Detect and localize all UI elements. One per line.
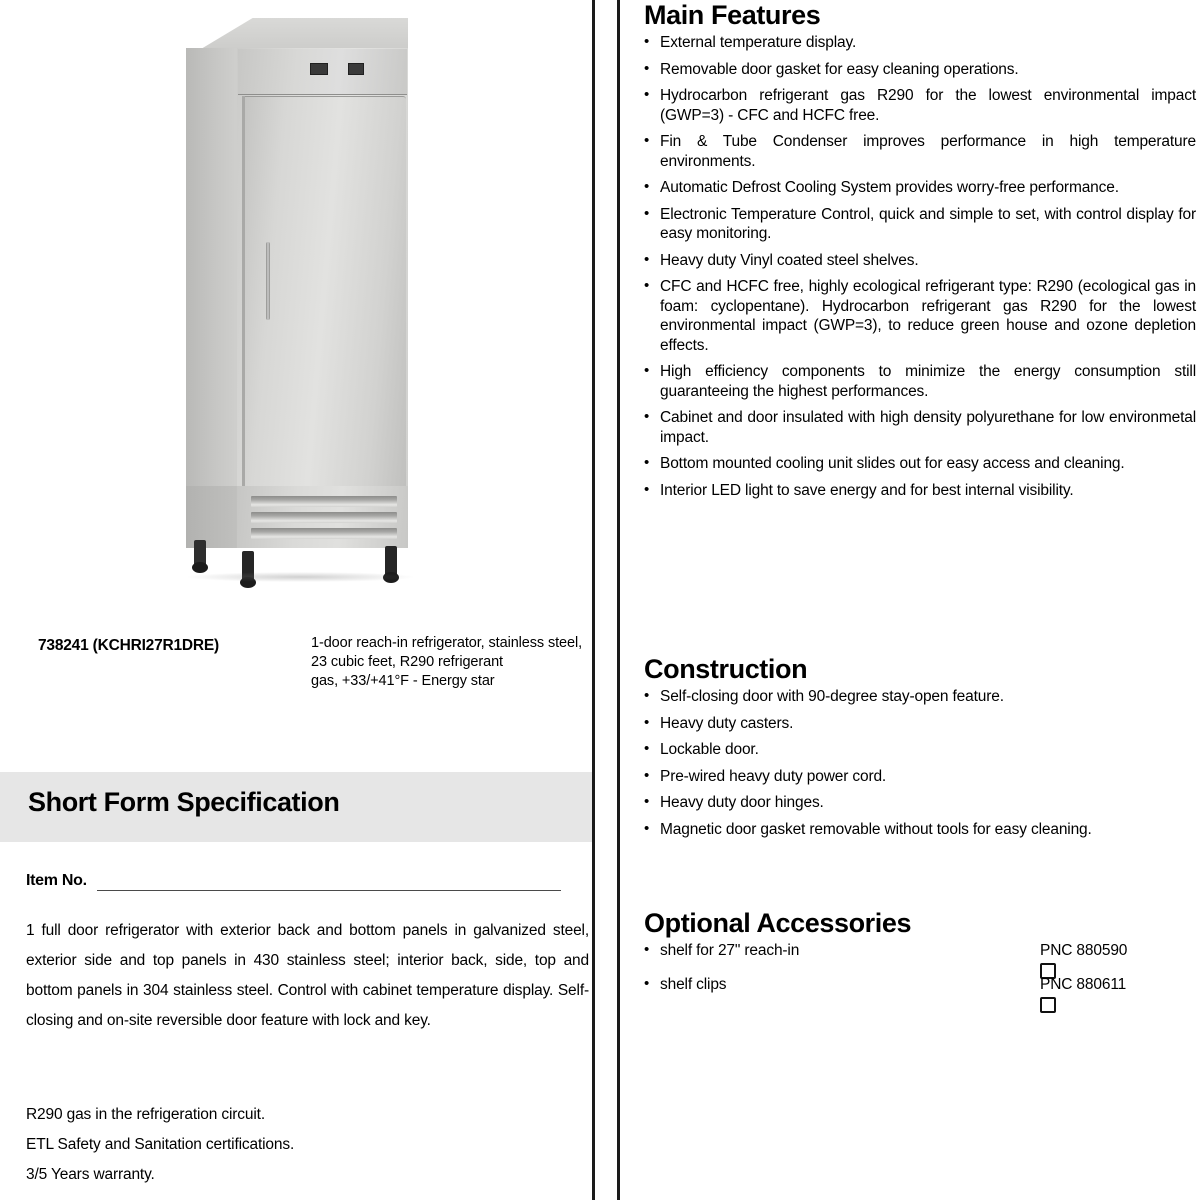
list-item: • Removable door gasket for easy cleaning operations. bbox=[620, 60, 1200, 80]
optional-accessories-title: Optional Accessories bbox=[644, 908, 912, 938]
base-side-panel bbox=[186, 486, 238, 548]
door-hinge-edge bbox=[242, 96, 245, 486]
optional-accessories-list bbox=[620, 941, 1200, 995]
accessory-pnc-code: PNC 880590 bbox=[1040, 942, 1128, 959]
list-item: • Hydrocarbon refrigerant gas R290 for the lowest environmental impact (GWP=3) - CFC and HCFC free. bbox=[620, 86, 1200, 125]
product-photo bbox=[150, 6, 450, 606]
short-form-specification-title: Short Form Specification bbox=[28, 787, 340, 817]
main-features-title: Main Features bbox=[644, 0, 821, 30]
list-item: • Magnetic door gasket removable without tools for easy cleaning. bbox=[620, 820, 1200, 840]
louver-vent bbox=[251, 528, 397, 539]
control-panel-strip bbox=[238, 49, 407, 95]
list-item: • High efficiency components to minimize the energy consumption still guaranteeing the highest performances. bbox=[620, 362, 1200, 401]
louver-vent bbox=[251, 496, 397, 507]
right-column bbox=[620, 0, 1200, 1200]
temperature-display-icon bbox=[310, 63, 328, 75]
caster bbox=[194, 540, 206, 570]
list-item: • Lockable door. bbox=[620, 740, 1200, 760]
left-column bbox=[0, 0, 592, 1200]
short-form-specification-band bbox=[0, 772, 592, 842]
refrigerator-illustration bbox=[150, 6, 450, 606]
condenser-grille-section bbox=[237, 486, 408, 548]
list-item: • Fin & Tube Condenser improves performance in high temperature environments. bbox=[620, 132, 1200, 171]
list-item: • Cabinet and door insulated with high density polyurethane for low environmetal impact. bbox=[620, 408, 1200, 447]
spec-tail-line: ETL Safety and Sanitation certifications. bbox=[26, 1136, 295, 1153]
optional-accessories-section bbox=[620, 908, 1200, 1009]
spec-tail-line: 3/5 Years warranty. bbox=[26, 1166, 155, 1183]
product-caption bbox=[0, 632, 592, 722]
main-features-section bbox=[620, 0, 1200, 507]
short-form-specification-body bbox=[26, 916, 589, 1036]
accessory-label: shelf clips bbox=[660, 976, 727, 993]
column-divider-outer bbox=[592, 0, 595, 1200]
control-switch-icon bbox=[348, 63, 364, 75]
model-code: 738241 (KCHRI27R1DRE) bbox=[38, 637, 220, 654]
item-no-label: Item No. bbox=[26, 872, 87, 889]
floor-shadow bbox=[188, 572, 413, 582]
door-handle bbox=[266, 242, 270, 320]
construction-section bbox=[620, 654, 1200, 846]
spec-paragraph: 1 full door refrigerator with exterior back and bottom panels in galvanized steel, exterior side and top panels in 430 stainless steel; interior back, side, top and bottom panels in 304 stainless steel. Control with cabinet temperature display. Self-closing and on-site reversible door feature with lock and key. bbox=[26, 922, 589, 1029]
item-no-field[interactable] bbox=[26, 872, 566, 896]
list-item: • Pre-wired heavy duty power cord. bbox=[620, 767, 1200, 787]
accessory-pnc-code: PNC 880611 bbox=[1040, 976, 1127, 993]
list-item: • Automatic Defrost Cooling System provides worry-free performance. bbox=[620, 178, 1200, 198]
list-item: • CFC and HCFC free, highly ecological refrigerant type: R290 (ecological gas in foam: cyclopentane). Hydrocarbon refrigerant gas R290 for the lowest environmental impact (GWP=3), to reduce green house and ozone depletion effects. bbox=[620, 277, 1200, 355]
short-form-specification-tail bbox=[26, 1100, 589, 1190]
accessory-row bbox=[620, 975, 1200, 995]
construction-list bbox=[620, 687, 1200, 839]
accessory-row bbox=[620, 941, 1200, 961]
construction-title: Construction bbox=[644, 654, 808, 684]
list-item: • Heavy duty door hinges. bbox=[620, 793, 1200, 813]
list-item: • Self-closing door with 90-degree stay-open feature. bbox=[620, 687, 1200, 707]
list-item: • Electronic Temperature Control, quick and simple to set, with control display for easy monitoring. bbox=[620, 205, 1200, 244]
list-item: • External temperature display. bbox=[620, 33, 1200, 53]
list-item: • Interior LED light to save energy and for best internal visibility. bbox=[620, 481, 1200, 501]
list-item: • Bottom mounted cooling unit slides out for easy access and cleaning. bbox=[620, 454, 1200, 474]
louver-vent bbox=[251, 512, 397, 523]
accessory-label: shelf for 27" reach-in bbox=[660, 942, 800, 959]
list-item: • Heavy duty Vinyl coated steel shelves. bbox=[620, 251, 1200, 271]
main-features-list bbox=[620, 33, 1200, 500]
cabinet-side-panel bbox=[186, 48, 238, 548]
accessory-checkbox[interactable] bbox=[1040, 997, 1056, 1013]
model-description: 1-door reach-in refrigerator, stainless steel, 23 cubic feet, R290 refrigerant gas, +33/+41°F - Energy star bbox=[311, 635, 583, 689]
spec-tail-line: R290 gas in the refrigeration circuit. bbox=[26, 1106, 265, 1123]
list-item: • Heavy duty casters. bbox=[620, 714, 1200, 734]
item-no-write-in-line[interactable] bbox=[97, 890, 561, 891]
